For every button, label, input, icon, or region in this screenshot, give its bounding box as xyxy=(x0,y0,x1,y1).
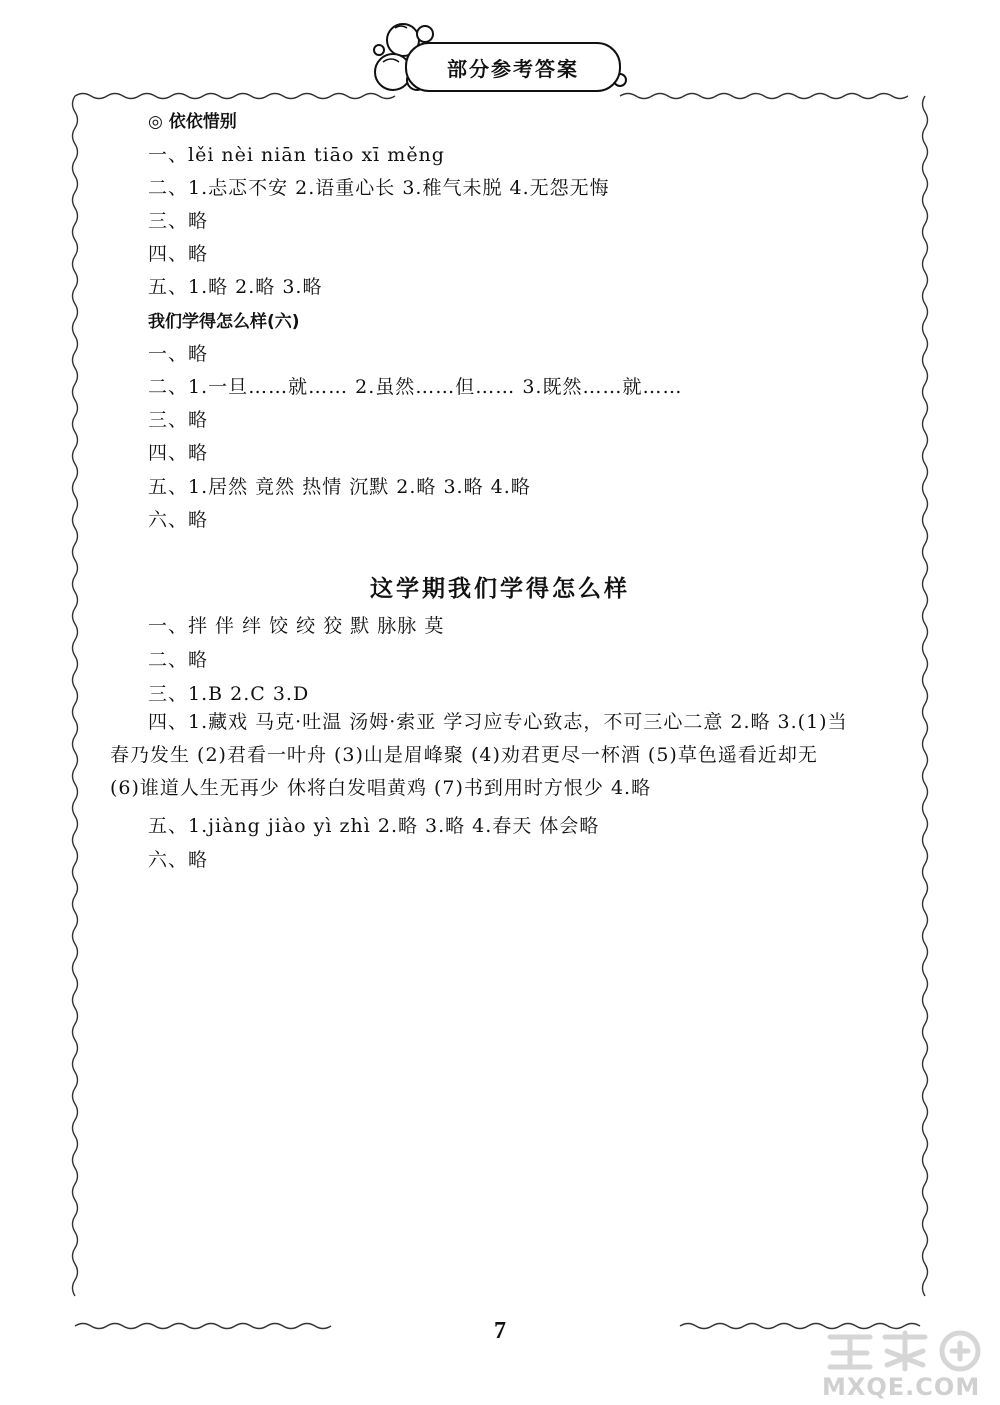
answer-line: 一、拌 伴 绊 饺 绞 狡 默 脉脉 莫 xyxy=(148,615,445,637)
answer-line: 三、1.B 2.C 3.D xyxy=(148,683,310,705)
answer-line: 三、略 xyxy=(148,210,209,232)
answer-line: 一、略 xyxy=(148,343,209,365)
answer-line: 二、1.一旦……就…… 2.虽然……但…… 3.既然……就…… xyxy=(148,376,683,398)
answer-line: 六、略 xyxy=(148,509,209,531)
answer-line: 四、略 xyxy=(148,442,209,464)
answer-paragraph-line: (6)谁道人生无再少 休将白发唱黄鸡 (7)书到用时方恨少 4.略 xyxy=(110,777,652,799)
answer-line: 二、略 xyxy=(148,649,209,671)
section-title-xuedezenmeyang-6: 我们学得怎么样(六) xyxy=(148,312,300,332)
answer-line: 六、略 xyxy=(148,849,209,871)
answer-paragraph-line: 四、1.藏戏 马克·吐温 汤姆·索亚 学习应专心致志，不可三心二意 2.略 3.(1)当 xyxy=(148,711,848,733)
answer-paragraph-line: 春乃发生 (2)君看一叶舟 (3)山是眉峰聚 (4)劝君更尽一杯酒 (5)草色遥看近却无 xyxy=(110,744,818,766)
answer-line: 五、1.略 2.略 3.略 xyxy=(148,276,323,298)
answer-line: 四、略 xyxy=(148,243,209,265)
answer-line: 五、1.居然 竟然 热情 沉默 2.略 3.略 4.略 xyxy=(148,476,531,498)
answer-line: 三、略 xyxy=(148,409,209,431)
answer-line: 五、1.jiàng jiào yì zhì 2.略 3.略 4.春天 体会略 xyxy=(148,815,600,837)
section-title-semester: 这学期我们学得怎么样 xyxy=(370,576,630,602)
page-number: 7 xyxy=(494,1318,506,1344)
answer-line: 二、1.忐忑不安 2.语重心长 3.稚气未脱 4.无怨无悔 xyxy=(148,177,610,199)
watermark-text: MXQE.COM xyxy=(822,1373,981,1401)
answer-line: 一、lěi nèi niān tiāo xī měng xyxy=(148,144,445,166)
header-title: 部分参考答案 xyxy=(405,42,621,92)
section-title-yiyixibie: ◎ 依依惜别 xyxy=(148,112,237,132)
